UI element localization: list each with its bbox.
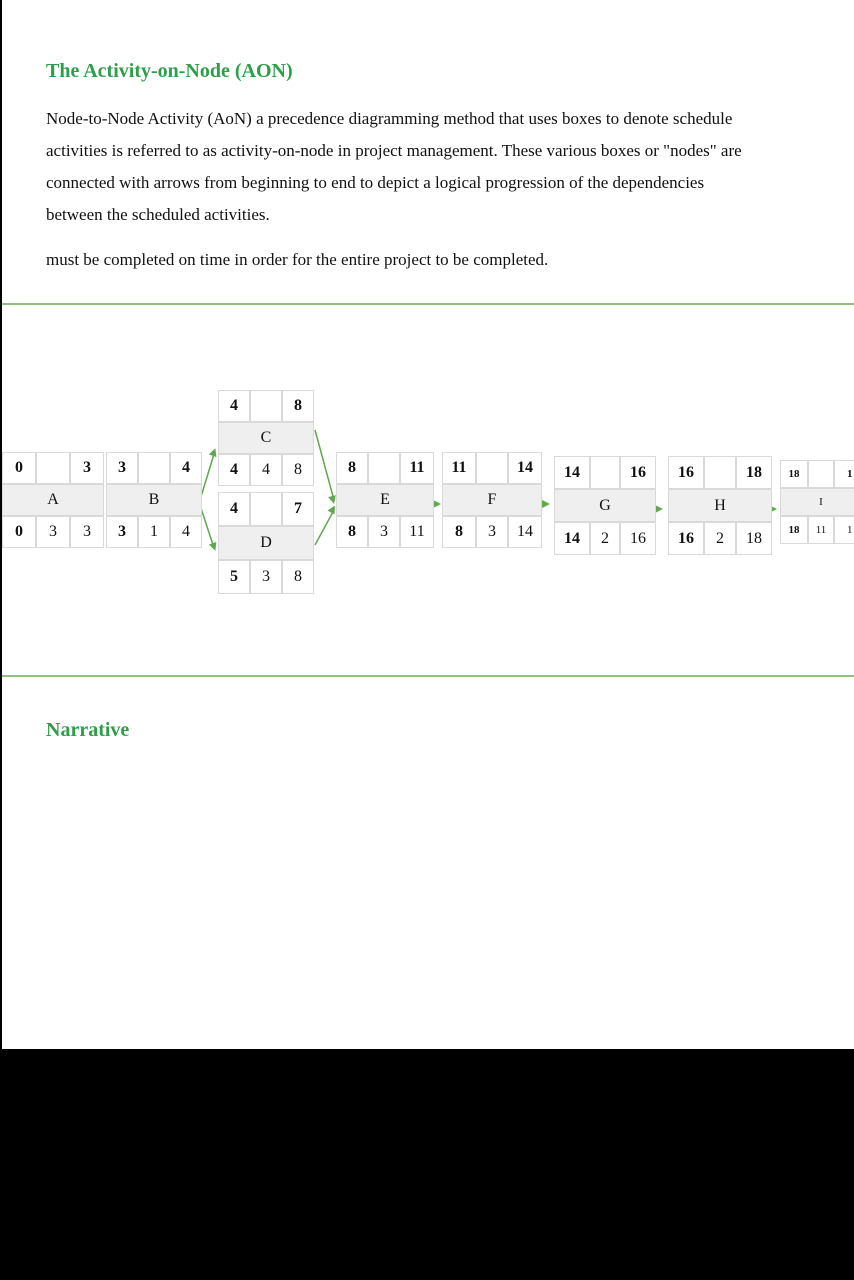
late-start: 4	[218, 454, 250, 486]
arrowhead-icon	[655, 505, 663, 513]
early-finish: 11	[400, 452, 434, 484]
divider-bottom	[2, 675, 854, 677]
late-start: 5	[218, 560, 250, 594]
activity-name: G	[554, 489, 656, 522]
early-start: 14	[554, 456, 590, 489]
late-start: 8	[336, 516, 368, 548]
spacer	[138, 452, 170, 484]
activity-name: C	[218, 422, 314, 454]
activity-name: I	[780, 488, 854, 516]
node-b	[106, 452, 202, 548]
spacer	[250, 492, 282, 526]
late-finish: 11	[400, 516, 434, 548]
late-start: 18	[780, 516, 808, 544]
paragraph-line: activities is referred to as activity-on-node in project management. These various boxes or "nodes" are	[46, 141, 742, 160]
late-finish: 16	[620, 522, 656, 555]
activity-name: A	[2, 484, 104, 516]
late-finish: 8	[282, 454, 314, 486]
duration: 3	[476, 516, 508, 548]
early-finish: 1	[834, 460, 854, 488]
duration: 2	[590, 522, 620, 555]
late-start: 14	[554, 522, 590, 555]
activity-name: H	[668, 489, 772, 522]
duration: 3	[36, 516, 70, 548]
late-start: 8	[442, 516, 476, 548]
activity-name: E	[336, 484, 434, 516]
spacer	[368, 452, 400, 484]
late-finish: 8	[282, 560, 314, 594]
duration: 2	[704, 522, 736, 555]
late-finish: 14	[508, 516, 542, 548]
duration: 4	[250, 454, 282, 486]
early-start: 4	[218, 492, 250, 526]
document-page	[2, 0, 854, 1049]
early-finish: 4	[170, 452, 202, 484]
early-finish: 14	[508, 452, 542, 484]
late-finish: 18	[736, 522, 772, 555]
arrow-b-to-c	[200, 454, 214, 500]
spacer	[250, 390, 282, 422]
arrow-c-to-e	[315, 430, 334, 500]
arrow-d-to-e	[315, 510, 334, 545]
arrowhead-icon	[542, 500, 550, 508]
late-finish: 3	[70, 516, 104, 548]
early-start: 16	[668, 456, 704, 489]
activity-name: B	[106, 484, 202, 516]
node-d	[218, 492, 314, 594]
arrowhead-icon	[433, 500, 441, 508]
paragraph-line: Node-to-Node Activity (AoN) a precedence diagramming method that uses boxes to denote schedule	[46, 109, 733, 128]
arrow-b-to-d	[200, 505, 214, 548]
node-a	[2, 452, 104, 548]
late-finish: 1	[834, 516, 854, 544]
duration: 1	[138, 516, 170, 548]
spacer	[704, 456, 736, 489]
node-g	[554, 456, 656, 555]
early-start: 18	[780, 460, 808, 488]
early-finish: 16	[620, 456, 656, 489]
duration: 11	[808, 516, 834, 544]
early-start: 3	[106, 452, 138, 484]
duration: 3	[250, 560, 282, 594]
section-heading-narrative: Narrative	[46, 719, 130, 741]
late-start: 3	[106, 516, 138, 548]
spacer	[808, 460, 834, 488]
late-start: 0	[2, 516, 36, 548]
paragraph-line: must be completed on time in order for the entire project to be completed.	[46, 250, 549, 269]
late-finish: 4	[170, 516, 202, 548]
spacer	[590, 456, 620, 489]
node-i	[780, 460, 854, 544]
late-start: 16	[668, 522, 704, 555]
paragraph-line: connected with arrows from beginning to end to depict a logical progression of the dependencies	[46, 173, 705, 192]
paragraph-line: between the scheduled activities.	[46, 205, 270, 224]
duration: 3	[368, 516, 400, 548]
node-c	[218, 390, 314, 486]
early-start: 4	[218, 390, 250, 422]
activity-name: D	[218, 526, 314, 560]
early-finish: 3	[70, 452, 104, 484]
activity-name: F	[442, 484, 542, 516]
spacer	[476, 452, 508, 484]
node-h	[668, 456, 772, 555]
node-e	[336, 452, 434, 548]
early-finish: 18	[736, 456, 772, 489]
early-start: 0	[2, 452, 36, 484]
early-start: 11	[442, 452, 476, 484]
early-start: 8	[336, 452, 368, 484]
section-title: The Activity-on-Node (AON)	[46, 60, 293, 82]
early-finish: 8	[282, 390, 314, 422]
node-f	[442, 452, 542, 548]
spacer	[36, 452, 70, 484]
early-finish: 7	[282, 492, 314, 526]
